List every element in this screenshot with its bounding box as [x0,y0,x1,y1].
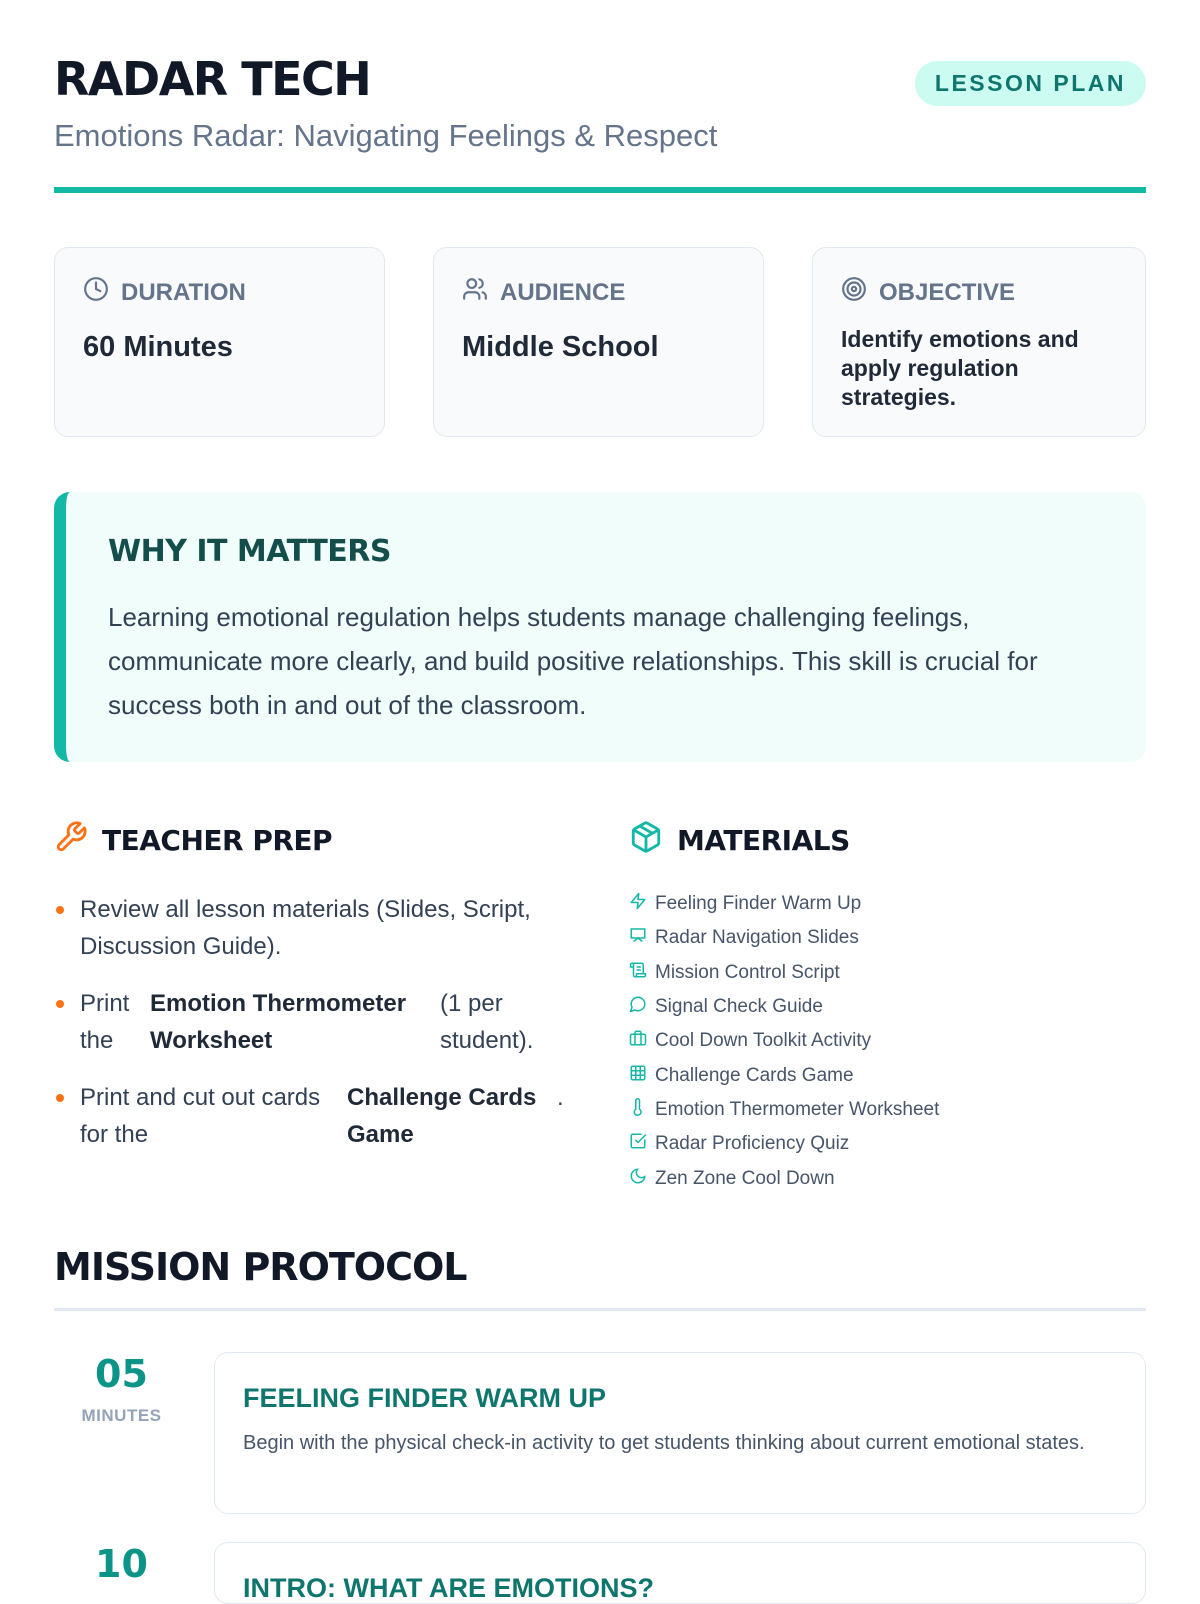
material-label: Mission Control Script [655,961,840,983]
prep-item-text: Review all lesson materials (Slides, Script, Discussion Guide). [80,896,531,960]
scroll-icon [629,961,647,985]
header-divider [54,187,1146,193]
teacher-prep-section [54,820,594,1173]
step-duration [54,1542,189,1586]
prep-item-text: (1 per student). [440,990,534,1054]
prep-item-text: . [557,1084,564,1111]
thermometer-icon [629,1098,647,1122]
objective-value: Identify emotions and apply regulation strategies. [841,326,1079,410]
duration-card [54,247,385,437]
wrench-icon [54,820,88,861]
materials-list [629,887,1146,1196]
step-title: FEELING FINDER WARM UP [243,1383,606,1413]
list-item [54,891,594,965]
audience-value: Middle School [462,331,659,363]
grid-icon [629,1064,647,1088]
material-item-signal-guide[interactable] [629,990,1146,1024]
zap-icon [629,892,647,916]
material-label: Cool Down Toolkit Activity [655,1030,872,1052]
list-item [54,985,594,1059]
why-title: WHY IT MATTERS [108,534,391,569]
users-icon [462,276,488,309]
step-card [214,1542,1146,1604]
checkbox-icon [629,1132,647,1156]
material-label: Zen Zone Cool Down [655,1167,835,1189]
step-minutes-unit: MINUTES [81,1406,162,1425]
material-item-mission-script[interactable] [629,956,1146,990]
material-label: Emotion Thermometer Worksheet [655,1098,940,1120]
presentation-icon [629,926,647,950]
mission-protocol-title: MISSION PROTOCOL [54,1245,467,1289]
why-text: Learning emotional regulation helps students manage challenging feelings, communicate more clearly, and build positive relationships. This skill is crucial for success both in and out of the classroom. [108,602,1038,720]
protocol-divider [54,1308,1146,1311]
materials-title: MATERIALS [677,824,850,857]
list-item [54,1079,594,1153]
material-label: Challenge Cards Game [655,1064,854,1086]
header [54,0,1146,194]
lesson-plan-badge: LESSON PLAN [915,61,1146,106]
moon-icon [629,1167,647,1191]
prep-item-text: Print the [80,990,130,1054]
step-minutes: 05 [95,1352,148,1396]
teacher-prep-title: TEACHER PREP [102,824,333,857]
lesson-subtitle: Emotions Radar: Navigating Feelings & Respect [54,118,718,153]
prep-item-bold: Emotion Thermometer Worksheet [150,990,407,1054]
material-label: Signal Check Guide [655,996,823,1018]
lesson-plan-page [54,0,1146,1603]
step-card [214,1352,1146,1514]
prep-item-text: Print and cut out cards for the [80,1084,321,1148]
chat-bubble-icon [629,995,647,1019]
duration-label: DURATION [121,278,246,306]
material-label: Feeling Finder Warm Up [655,893,862,915]
step-description: Begin with the physical check-in activity to get students thinking about current emotional states. [243,1432,1085,1454]
material-item-feeling-finder[interactable] [629,887,1146,921]
package-icon [629,820,663,861]
step-minutes: 10 [95,1542,148,1586]
objective-card [812,247,1146,437]
target-icon [841,276,867,309]
material-item-zen-zone[interactable] [629,1161,1146,1195]
material-item-thermometer-worksheet[interactable] [629,1093,1146,1127]
duration-value: 60 Minutes [83,331,233,363]
prep-item-bold: Challenge Cards Game [347,1084,537,1148]
materials-section [629,820,1146,1196]
material-item-challenge-cards[interactable] [629,1058,1146,1092]
clock-icon [83,276,109,309]
audience-label: AUDIENCE [500,278,626,306]
teacher-prep-list [54,891,594,1153]
material-item-radar-slides[interactable] [629,921,1146,955]
brand-title: RADAR TECH [54,52,371,106]
why-it-matters-panel [54,492,1146,762]
material-item-cool-down-toolkit[interactable] [629,1024,1146,1058]
material-item-proficiency-quiz[interactable] [629,1127,1146,1161]
audience-card [433,247,764,437]
step-duration [54,1352,189,1426]
material-label: Radar Navigation Slides [655,927,859,949]
briefcase-icon [629,1029,647,1053]
step-title: INTRO: WHAT ARE EMOTIONS? [243,1573,654,1603]
objective-label: OBJECTIVE [879,278,1016,306]
info-cards [54,247,1146,439]
material-label: Radar Proficiency Quiz [655,1133,850,1155]
